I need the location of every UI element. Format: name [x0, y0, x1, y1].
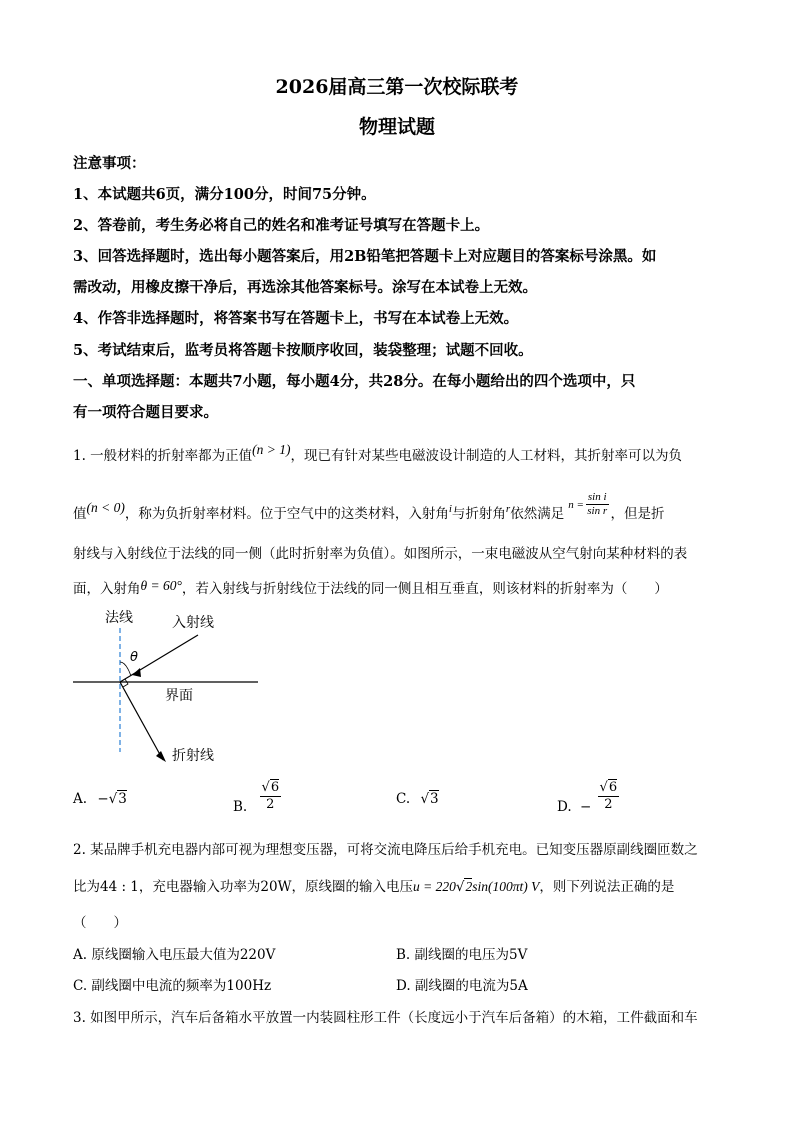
q1-text: ，但是折	[610, 506, 665, 522]
fraction-denominator: 2	[266, 797, 275, 812]
section-heading-cont: 有一项符合题目要求。	[73, 404, 218, 421]
sqrt-icon: √	[420, 791, 430, 807]
q2-option-d: D. 副线圈的电流为5A	[396, 978, 528, 994]
q1-option-d	[557, 780, 621, 813]
q2-math: 2	[465, 879, 473, 894]
notice-item-2: 2、答卷前，考生务必将自己的姓名和准考证号填写在答题卡上。	[73, 217, 490, 234]
q2-line-3: （ ）	[73, 915, 127, 931]
interface-label: 界面	[165, 688, 193, 704]
option-sign: −	[579, 799, 592, 815]
notice-item-3: 3、回答选择题时，选出每小题答案后，用2B铅笔把答题卡上对应题目的答案标号涂黑。如	[73, 248, 657, 265]
incident-arrow-icon	[132, 668, 141, 677]
q1-math: i	[448, 503, 452, 515]
fraction-denominator: sin r	[587, 505, 608, 517]
fraction-numerator	[260, 780, 282, 797]
angle-label: θ	[130, 650, 138, 665]
option-fraction	[260, 780, 282, 813]
option-sign: −	[97, 791, 109, 807]
fraction-numerator: sin i	[587, 491, 607, 503]
q2-text: ，则下列说法正确的是	[539, 879, 675, 895]
q2-option-c: C. 副线圈中电流的频率为100Hz	[73, 978, 272, 994]
q1-math: θ = 60°	[140, 578, 182, 593]
section-heading: 一、单项选择题：本题共7小题，每小题4分，共28分。在每小题给出的四个选项中，只	[73, 373, 636, 390]
q1-text: ，称为负折射率材料。位于空气中的这类材料，入射角	[124, 506, 449, 522]
notice-item-4: 4、作答非选择题时，将答案书写在答题卡上，书写在本试卷上无效。	[73, 310, 519, 327]
q2-math: sin(100πt) V	[472, 879, 540, 894]
q1-text: ，现已有针对某些电磁波设计制造的人工材料，其折射率可以为负	[290, 448, 683, 464]
refracted-label: 折射线	[172, 748, 214, 764]
refracted-ray	[120, 682, 163, 760]
option-radicand: 3	[118, 791, 127, 807]
normal-label: 法线	[105, 610, 133, 626]
option-letter: B.	[233, 799, 248, 815]
q1-option-a	[73, 791, 127, 807]
sqrt-icon: √	[108, 791, 118, 807]
q1-line-3: 射线与入射线位于法线的同一侧（此时折射率为负值）。如图所示，一束电磁波从空气射向某种材料的表	[73, 546, 688, 562]
exam-title: 2026届高三第一次校际联考	[275, 76, 519, 98]
option-radicand: 6	[270, 780, 280, 795]
option-radicand: 3	[430, 791, 439, 807]
q1-option-c	[396, 791, 439, 807]
q1-option-b	[233, 780, 283, 813]
sqrt-icon: √	[599, 780, 608, 795]
option-letter: A.	[73, 791, 88, 807]
q3-line-1: 3. 如图甲所示，汽车后备箱水平放置一内装圆柱形工件（长度远小于汽车后备箱）的木箱，工件截面和车	[73, 1010, 698, 1026]
fraction-numerator	[598, 780, 620, 797]
option-radicand: 6	[608, 780, 618, 795]
refracted-arrow-icon	[156, 751, 166, 762]
notice-item-1: 1、本试题共6页，满分100分，时间75分钟。	[73, 186, 376, 203]
fraction-denominator: 2	[604, 797, 613, 812]
q2-line-2	[73, 875, 674, 895]
q2-option-b: B. 副线圈的电压为5V	[396, 947, 528, 963]
q1-math: (n > 1)	[252, 442, 291, 457]
q1-math: r	[505, 503, 511, 515]
q1-text: 与折射角	[451, 506, 506, 522]
incident-label: 入射线	[172, 615, 214, 631]
option-fraction	[598, 780, 620, 813]
q1-text: 面，入射角	[73, 581, 141, 597]
sqrt-icon: √	[261, 780, 270, 795]
q2-option-a: A. 原线圈输入电压最大值为220V	[73, 947, 276, 963]
q2-text: 比为44 : 1，充电器输入功率为20W，原线圈的输入电压	[73, 879, 413, 895]
q1-text: 依然满足	[510, 506, 565, 522]
q2-line-1: 2. 某品牌手机充电器内部可视为理想变压器，可将交流电降压后给手机充电。已知变压器原副线圈匝数之	[73, 842, 698, 858]
sqrt-icon: √	[455, 879, 465, 895]
q2-math: u = 220	[412, 879, 456, 894]
q1-text: 1. 一般材料的折射率都为正值	[73, 448, 253, 464]
notice-item-3-cont: 需改动，用橡皮擦干净后，再选涂其他答案标号。涂写在本试卷上无效。	[73, 279, 537, 296]
option-letter: C.	[396, 791, 411, 807]
q1-math: (n < 0)	[86, 500, 125, 515]
notice-item-5: 5、考试结束后，监考员将答题卡按顺序收回，装袋整理；试题不回收。	[73, 342, 533, 359]
option-letter: D.	[557, 799, 572, 815]
exam-subject: 物理试题	[358, 116, 435, 138]
q1-text: ，若入射线与折射线位于法线的同一侧且相互垂直，则该材料的折射率为（ ）	[181, 581, 668, 597]
notice-heading: 注意事项：	[73, 155, 146, 172]
formula-lhs: n =	[568, 499, 584, 511]
q1-text: 值	[73, 506, 87, 522]
